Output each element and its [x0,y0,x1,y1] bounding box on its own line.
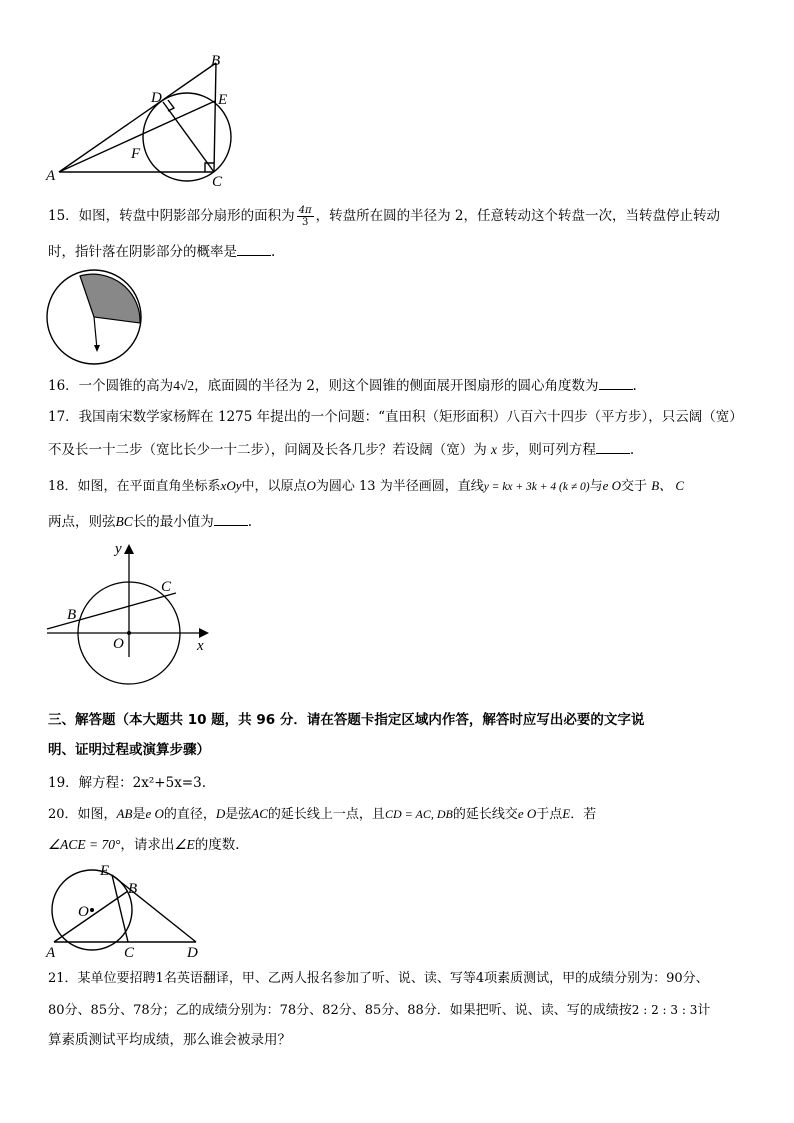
question-17-line-2: 不及长一十二步（宽比长少一十二步），问阔及长各几步？若设阔（宽）为 x 步，则可列方程 . [48,442,635,458]
coordinate-system: xOy [220,478,242,493]
q18-line2-pre: 两点，则弦 [48,514,116,530]
q21-line2-pre: 80分、85分、78分；乙的成绩分别为：78分、82分、85分、88分．如果把听、说、读、写的成绩按 [48,1003,632,1018]
question-15-line-1 [48,205,720,228]
angle-e: ∠E [174,837,195,852]
weight-ratio: 2 : 2 : 3 : 3 [631,1003,698,1017]
question-16: 16．一个圆锥的高为4√2，底面圆的半径为 2，则这个圆锥的侧面展开图扇形的圆心角度数为 . [48,378,637,394]
segment-ab: AB [116,806,133,821]
label-b: B [128,881,138,897]
q20-text-mid1: 是 [132,807,146,822]
label-c: C [124,945,135,961]
section-3-text-2: 明、证明过程或演算步骤） [48,742,210,758]
circle-o: e O [602,478,622,493]
q20-text-mid5: 的延长线交 [452,807,518,822]
point-e: E [562,806,571,821]
chord-ac: AC [251,806,268,821]
label-c: C [212,174,223,190]
point-d: D [215,806,226,821]
angle-ace-condition: ∠ACE = 70° [48,837,121,852]
question-19 [48,774,206,792]
q20-text-pre: 20．如图， [48,807,117,822]
answer-blank [214,513,248,526]
q15-text-post: ，转盘所在圆的半径为 2，任意转动这个转盘一次，当转盘停止转动 [315,208,721,224]
label-a: A [46,945,56,961]
circle-o-2: e O [517,806,537,821]
question-15-line-2: 时，指针落在阴影部分的概率是 . [48,244,276,260]
label-f: F [131,146,141,162]
q15-text-pre: 15．如图，转盘中阴影部分扇形的面积为 [48,208,295,224]
label-c: C [161,579,172,595]
label-a: A [46,168,56,184]
question-21-line-1 [48,970,709,988]
label-d: D [151,90,162,106]
q21-line2-post: 计 [697,1003,711,1018]
q20-text-mid7: ．若 [570,807,597,822]
label-o: O [113,636,124,652]
label-b: B [211,53,221,69]
question-21-line-2 [48,1001,710,1020]
q20-line2-mid: ，请求出 [120,837,175,853]
section-3-heading-line-2 [48,741,210,759]
q17-line2-pre: 不及长一十二步（宽比长少一十二步），问阔及长各几步？若设阔（宽）为 [48,442,487,458]
q18-line2-post: 长的最小值为 [132,514,214,530]
fraction-numerator: 4π [298,205,312,216]
q18-text-mid2: 为圆心 13 为半径画圆，直线 [315,479,484,494]
figure-q18 [45,540,215,658]
q21-line1-text: 21．某单位要招聘1名英语翻译，甲、乙两人报名参加了听、说、读、写等4项素质测试，甲的成绩分别为：90分、 [48,971,709,986]
figure-q20 [44,860,214,960]
shaded-sector [80,274,140,323]
origin-o: O [306,478,316,493]
q17-line2-post: 步，则可列方程 [501,442,596,458]
radical-4-sqrt-2: 4√2 [173,378,195,393]
points-b-c: B、 C [651,478,685,493]
q17-line1-text: 17．我国南宋数学家杨辉在 1275 年提出的一个问题：“直田积（矩形面积）八百六十四步（平方步），只云阔（宽） [48,409,743,425]
q16-text-post: ，底面圆的半径为 2，则这个圆锥的侧面展开图扇形的圆心角度数为 [194,378,599,394]
q18-text-mid1: 中，以原点 [241,479,307,494]
variable-x: x [491,442,498,457]
section-3-heading-line-1 [48,711,644,729]
question-18-line-1 [48,477,684,496]
q15-line2-text: 时，指针落在阴影部分的概率是 [48,244,237,260]
condition-cd-ac: CD = AC, DB [384,807,453,821]
answer-blank [237,243,271,256]
spinner-pointer [94,317,97,349]
q20-text-mid6: 于点 [536,807,563,822]
label-e: E [218,92,228,108]
figure-q14 [44,50,244,190]
label-o: O [78,904,89,920]
chord-bc: BC [115,514,133,529]
q16-text-pre: 16．一个圆锥的高为 [48,378,174,394]
q18-text-mid3: 与 [589,479,603,494]
circle-o: e O [145,806,164,821]
question-17-line-1 [48,408,743,426]
q19-text: 19．解方程：2x²+5x=3. [48,775,206,791]
fraction-4pi-over-3 [297,205,314,228]
q20-text-mid4: 的延长线上一点，且 [267,807,385,822]
answer-blank [596,441,630,454]
figure-spinner [46,271,146,371]
question-18-line-2: 两点，则弦BC长的最小值为 . [48,514,253,530]
question-21-line-3 [48,1031,291,1049]
label-y: y [115,541,122,557]
label-d: D [187,945,198,961]
q20-text-mid2: 的直径， [163,807,216,822]
line-equation: y = kx + 3k + 4 (k ≠ 0) [483,481,590,493]
q18-text-mid4: 交于 [621,479,648,494]
answer-blank [599,377,633,390]
label-b: B [67,607,77,623]
q21-line3-text: 算素质测试平均成绩，那么谁会被录用？ [48,1032,291,1048]
q20-line2-post: 的度数． [194,837,249,853]
question-20-line-1 [48,805,596,824]
section-3-text-1: 三、解答题（本大题共 10 题，共 96 分．请在答题卡指定区域内作答，解答时应写出必要的文字说 [48,712,645,728]
q20-text-mid3: 是弦 [225,807,252,822]
q18-text-pre: 18．如图，在平面直角坐标系 [48,479,221,494]
label-x: x [197,638,204,654]
fraction-denominator: 3 [301,217,309,228]
label-e: E [100,863,110,879]
question-20-line-2 [48,836,249,854]
